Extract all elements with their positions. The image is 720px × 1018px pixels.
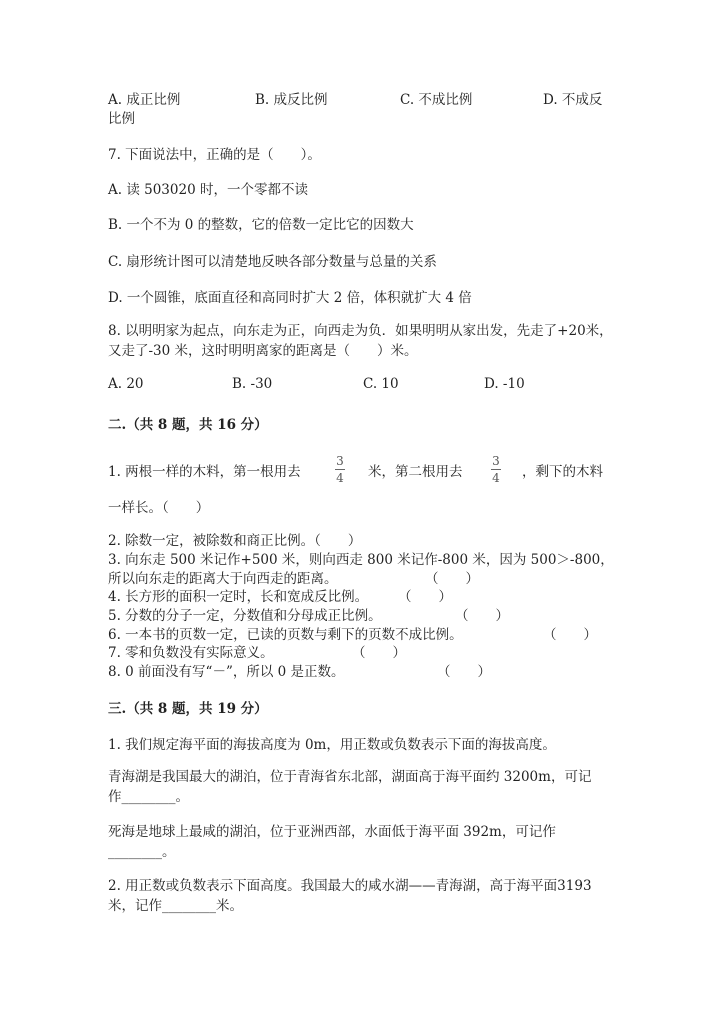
q7-option-c[interactable]: C. 扇形统计图可以清楚地反映各部分数量与总量的关系 <box>108 254 437 270</box>
s2-item-4-paren[interactable]: （ ） <box>398 589 452 605</box>
q6-option-d[interactable]: D. 不成反 <box>543 92 603 108</box>
q8-option-d[interactable]: D. -10 <box>484 376 525 392</box>
s2-item-6-paren[interactable]: （ ） <box>543 627 597 643</box>
s2-q1-part3: ，剩下的木料 <box>522 464 603 480</box>
q8-option-c[interactable]: C. 10 <box>363 376 399 392</box>
s2-q1-part2: 米，第二根用去 <box>368 464 463 480</box>
s2-item-7: 7. 零和负数没有实际意义。 <box>108 645 274 661</box>
fraction-bar <box>335 469 345 470</box>
s2-item-8-paren[interactable]: （ ） <box>437 664 491 680</box>
s2-item-8: 8. 0 前面没有写“－”，所以 0 是正数。 <box>108 664 345 680</box>
s2-q1-fraction-2 <box>489 454 503 485</box>
s2-item-3-cont: 所以向东走的距离大于向西走的距离。 <box>108 571 338 587</box>
s2-q1-part1: 1. 两根一样的木料，第一根用去 <box>108 464 301 480</box>
q8-option-b[interactable]: B. -30 <box>232 376 273 392</box>
s3-q1-a: 青海湖是我国最大的湖泊，位于青海省东北部，湖面高于海平面约 3200m，可记作________。 <box>108 769 592 805</box>
q6-option-b[interactable]: B. 成反比例 <box>255 92 328 108</box>
fraction-numerator: 3 <box>492 454 500 468</box>
q7-stem: 7. 下面说法中，正确的是（ ）。 <box>108 147 321 163</box>
fraction-bar <box>491 469 501 470</box>
fraction-numerator: 3 <box>336 454 344 468</box>
q6-option-c[interactable]: C. 不成比例 <box>400 92 473 108</box>
fraction-denominator: 4 <box>492 471 500 485</box>
s2-item-5-paren[interactable]: （ ） <box>455 608 509 624</box>
section2-heading: 二.（共 8 题，共 16 分） <box>108 417 268 433</box>
s2-item-3: 3. 向东走 500 米记作+500 米，则向西走 800 米记作-800 米，因为 500＞-800， <box>108 552 614 568</box>
q8-stem: 8. 以明明家为起点，向东走为正，向西走为负．如果明明从家出发，先走了+20米，又走了-30 米，这时明明离家的距离是（ ）米。 <box>108 323 613 359</box>
s2-item-3-paren[interactable]: （ ） <box>425 571 479 587</box>
q6-option-wrap: 比例 <box>108 111 135 127</box>
q7-option-b[interactable]: B. 一个不为 0 的整数，它的倍数一定比它的因数大 <box>108 217 414 233</box>
s2-item-5: 5. 分数的分子一定，分数值和分母成正比例。 <box>108 608 382 624</box>
q8-option-a[interactable]: A. 20 <box>108 376 144 392</box>
s2-q1-fraction-1 <box>333 454 347 485</box>
s2-item-4: 4. 长方形的面积一定时，长和宽成反比例。 <box>108 589 369 605</box>
s2-q1-part4: 一样长。（ ） <box>108 500 210 516</box>
fraction-denominator: 4 <box>336 471 344 485</box>
s3-q1-stem: 1. 我们规定海平面的海拔高度为 0m，用正数或负数表示下面的海拔高度。 <box>108 737 556 753</box>
s2-item-7-paren[interactable]: （ ） <box>352 645 406 661</box>
q7-option-d[interactable]: D. 一个圆锥，底面直径和高同时扩大 2 倍，体积就扩大 4 倍 <box>108 290 472 306</box>
s2-item-6: 6. 一本书的页数一定，已读的页数与剩下的页数不成比例。 <box>108 627 463 643</box>
section3-heading: 三.（共 8 题，共 19 分） <box>108 701 268 717</box>
s2-item-2: 2. 除数一定，被除数和商正比例。（ ） <box>108 533 362 549</box>
q6-option-a[interactable]: A. 成正比例 <box>108 92 181 108</box>
q7-option-a[interactable]: A. 读 503020 时，一个零都不读 <box>108 182 308 198</box>
s3-q1-b: 死海是地球上最咸的湖泊，位于亚洲西部，水面低于海平面 392m，可记作________。 <box>108 824 556 860</box>
s3-q2: 2. 用正数或负数表示下面高度。我国最大的咸水湖——青海湖，高于海平面3193 米，记作________米。 <box>108 878 592 914</box>
